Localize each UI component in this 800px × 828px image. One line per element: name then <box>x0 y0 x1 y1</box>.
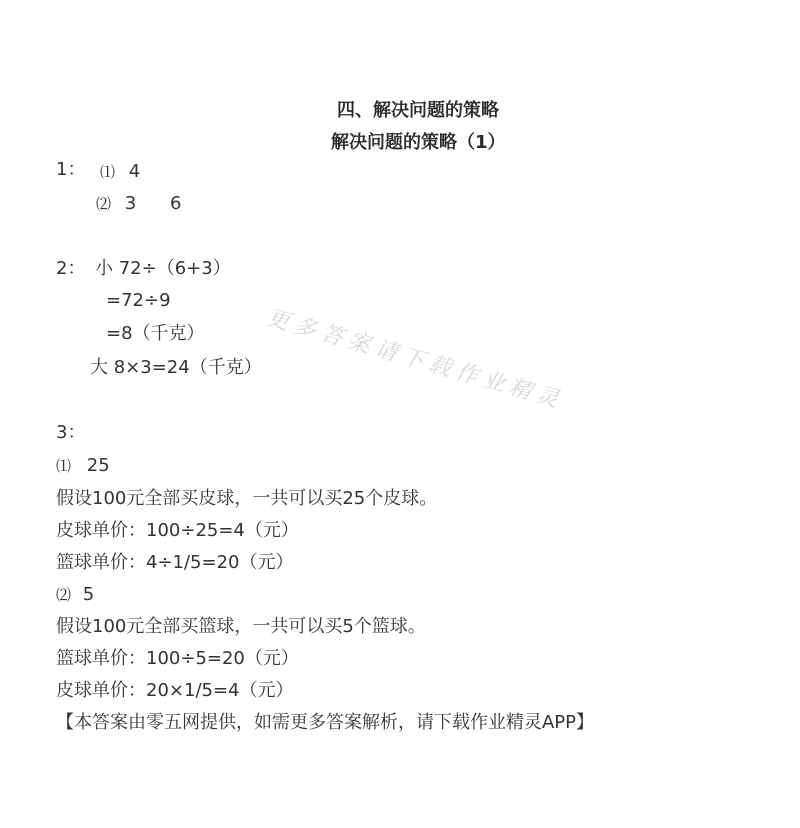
q2-label: 2： <box>56 258 86 279</box>
q3-label: 3： <box>56 422 86 443</box>
q3-part2-line3: 皮球单价：20×1/5=4（元） <box>56 680 294 701</box>
q1-part1-answer: 4 <box>128 161 141 182</box>
q3-part1-line3: 篮球单价：4÷1/5=20（元） <box>56 552 294 573</box>
q1-part2-answer-b: 6 <box>169 193 182 214</box>
q2-line3: =8（千克） <box>106 323 205 344</box>
q1-part1-marker: ⑴ <box>100 163 116 181</box>
q2-line4: 大 8×3=24（千克） <box>90 357 262 378</box>
q3-part1 <box>56 454 110 478</box>
q3-part2-line1: 假设100元全部买篮球，一共可以买5个篮球。 <box>56 616 426 637</box>
q1-label: 1： <box>56 159 86 180</box>
q2-line1: 小 72÷（6+3） <box>95 258 231 279</box>
q3-part2-line2: 篮球单价：100÷5=20（元） <box>56 648 299 669</box>
q3-part1-line2: 皮球单价：100÷25=4（元） <box>56 520 299 541</box>
footer-note: 【本答案由零五网提供，如需更多答案解析，请下载作业精灵APP】 <box>56 712 595 733</box>
q1-part2-marker: ⑵ <box>96 195 112 213</box>
q1-part2 <box>96 192 181 216</box>
q3-part1-marker: ⑴ <box>56 457 72 475</box>
q3-part2 <box>56 583 94 607</box>
q3-part2-answer: 5 <box>82 584 95 605</box>
page-title: 四、解决问题的策略 <box>337 100 499 121</box>
q3-part1-line1: 假设100元全部买皮球，一共可以买25个皮球。 <box>56 488 438 509</box>
q3-part2-marker: ⑵ <box>56 586 72 604</box>
q2-line2: =72÷9 <box>106 290 171 311</box>
q3-part1-answer: 25 <box>86 455 110 476</box>
watermark: 更多答案请下载作业精灵 <box>264 305 567 415</box>
page-subtitle: 解决问题的策略（1） <box>331 132 506 153</box>
q1-part1 <box>100 160 140 184</box>
q1-part2-answer-a: 3 <box>124 193 137 214</box>
